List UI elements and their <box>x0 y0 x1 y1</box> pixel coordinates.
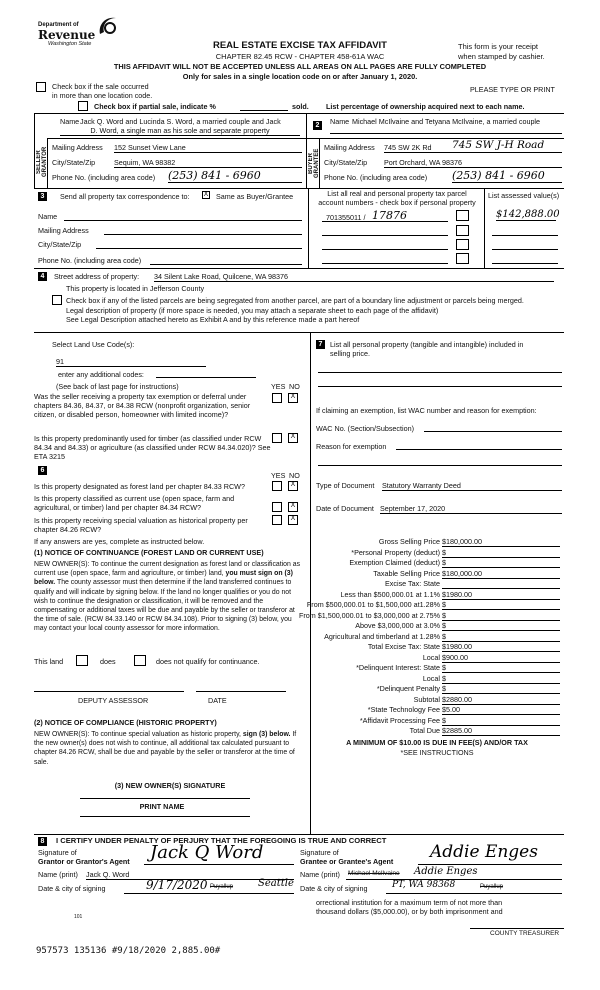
land-does-not-checkbox[interactable] <box>134 655 146 666</box>
sec5-q2-yes-checkbox[interactable] <box>272 433 282 443</box>
tax-row-label: From $500,000.01 to $1,500,000 at1.28% <box>306 600 440 609</box>
deputy-assessor-label: DEPUTY ASSESSOR <box>78 696 149 705</box>
additional-codes-field[interactable] <box>156 377 256 378</box>
tax-row-label: *State Technology Fee <box>367 705 440 714</box>
tax-row-label: Total Excise Tax: State <box>367 642 440 651</box>
assessed-value-hand: $142,888.00 <box>496 209 560 220</box>
notice-compliance-b: If the new owner(s) does not wish to continue, all additional tax calculated pursuant to chapter 84.26 RCW, shall be due and payable by the seller or transferor at the time of sale. <box>34 731 297 766</box>
tax-row-value[interactable]: $ <box>442 632 560 642</box>
partial-sale-checkbox[interactable] <box>78 101 88 111</box>
tax-row-value[interactable]: $ <box>442 684 560 694</box>
partial-sale-percent-field[interactable] <box>240 101 288 111</box>
buyer-mailing-hand: 745 SW J-H Road <box>452 139 545 151</box>
sec6-q1-no-checkbox[interactable]: X <box>288 481 298 491</box>
grantor-date-hand: 9/17/2020 <box>146 878 208 892</box>
buyer-city-label: City/State/Zip <box>324 158 368 167</box>
this-land-label: This land <box>34 657 64 666</box>
certify-statement: I CERTIFY UNDER PENALTY OF PERJURY THAT THE FOREGOING IS TRUE AND CORRECT <box>56 836 387 845</box>
grantee-print-label: Name (print) <box>300 870 340 879</box>
grantor-city-struck: Puyallup <box>210 884 234 890</box>
notice-compliance-a: NEW OWNER(S): To continue special valuation as historic property, <box>34 731 241 738</box>
legal-description-note: Legal description of property (if more space is needed, you may attach a separate sheet to each page of the affidavit) <box>66 306 439 315</box>
tax-row <box>312 590 562 601</box>
land-does-label: does <box>100 657 116 666</box>
tax-row <box>312 663 562 674</box>
grantor-signature[interactable]: Jack Q Word <box>150 842 264 863</box>
street-label: Street address of property: <box>54 272 140 281</box>
buyer-mailing-label: Mailing Address <box>324 143 375 152</box>
tax-row-label: Subtotal <box>413 694 440 704</box>
tax-row-value[interactable]: $2885.00 <box>442 726 560 736</box>
land-does-not-label: does not qualify for continuance. <box>156 657 260 666</box>
grantor-city-hand: Seattle <box>258 878 294 889</box>
ownership-list-label: List percentage of ownership acquired next to each name. <box>326 102 525 111</box>
deputy-date-label: DATE <box>208 696 227 705</box>
assessed-header: List assessed value(s) <box>488 191 560 200</box>
sec3-name-field[interactable] <box>64 220 302 221</box>
grantor-print-label: Name (print) <box>38 870 78 879</box>
parcel-header-1: List all real and personal property tax parcel <box>327 189 467 198</box>
print-name-label: PRINT NAME <box>139 802 185 811</box>
print-note: PLEASE TYPE OR PRINT <box>470 85 555 94</box>
sec3-phone-field[interactable] <box>150 264 302 265</box>
section-6-badge: 6 <box>38 466 47 475</box>
tax-row-label: Taxable Selling Price <box>373 568 440 578</box>
tax-row-label: *Affidavit Processing Fee <box>359 715 440 725</box>
sec3-city-label: City/State/Zip <box>38 240 82 249</box>
tax-row-value[interactable]: $5.00 <box>442 705 560 715</box>
tax-row <box>312 632 562 643</box>
dor-logo <box>38 14 118 48</box>
doc-date-label: Date of Document <box>316 504 374 513</box>
multi-location-label-2: in more than one location code. <box>52 91 153 100</box>
land-use-code: 91 <box>56 357 206 367</box>
warning-all-pages: THIS AFFIDAVIT WILL NOT BE ACCEPTED UNLESS ALL AREAS ON ALL PAGES ARE FULLY COMPLETED <box>113 62 487 71</box>
tax-row-value[interactable]: $180,000.00 <box>442 569 560 579</box>
seller-name-2: D. Word, a single man as his sole and separate property <box>60 126 300 136</box>
tax-row <box>312 537 562 548</box>
tax-table <box>298 537 562 737</box>
multi-location-label-1: Check box if the sale occurred <box>52 82 149 91</box>
new-owner-signature-label: (3) NEW OWNER(S) SIGNATURE <box>114 781 226 790</box>
sec5-q2-no-checkbox[interactable]: X <box>288 433 298 443</box>
tax-row <box>306 600 562 611</box>
sec6-q1-yes-checkbox[interactable] <box>272 481 282 491</box>
doc-date: September 17, 2020 <box>380 504 562 514</box>
notice-continuance-body <box>34 560 306 634</box>
grantor-sig-label-2: Grantor or Grantor's Agent <box>38 857 130 866</box>
wac-field[interactable] <box>424 431 562 432</box>
tax-row-value[interactable]: $ <box>442 674 560 684</box>
buyer-name: Michael McIlvaine and Tetyana McIlvaine, a married couple <box>352 117 541 126</box>
tax-row-label: Exemption Claimed (deduct) <box>349 558 440 567</box>
tax-row-label: *Delinquent Interest: State <box>356 663 440 672</box>
section-4-badge: 4 <box>38 272 47 281</box>
grantee-print-struck: Michael McIlvaine <box>348 870 400 877</box>
same-as-buyer-checkbox[interactable]: X <box>203 191 209 198</box>
seller-phone-label: Phone No. (including area code) <box>52 173 156 182</box>
tax-row-label: Above $3,000,000 at 3.0% <box>355 621 440 630</box>
if-yes-note: If any answers are yes, complete as instructed below. <box>34 537 205 546</box>
county-line: This property is located in Jefferson County <box>66 284 205 293</box>
parcel-number-typed: 701355011 / <box>326 213 366 222</box>
grantee-date-label: Date & city of signing <box>300 884 368 893</box>
logo-name-text: Revenue <box>38 28 96 42</box>
parcel-header-2: account numbers - check box if personal property <box>318 198 476 207</box>
tax-row <box>312 726 562 737</box>
section-8-badge: 8 <box>38 837 47 846</box>
logo-dept-text: Department of <box>38 22 79 28</box>
county-treasurer-label: COUNTY TREASURER <box>490 930 560 937</box>
grantor-date-label: Date & city of signing <box>38 884 106 893</box>
reason-label: Reason for exemption <box>316 442 387 451</box>
buyer-name-label: Name <box>330 117 350 126</box>
section-7-badge: 7 <box>316 340 325 349</box>
segregation-note: Check box if any of the listed parcels are being segregated from another parcel, are part of a boundary line adjustment or parcels being merged. <box>66 296 524 305</box>
parcel-2-personal-checkbox[interactable] <box>456 225 469 236</box>
tax-see-instructions: *SEE INSTRUCTIONS <box>400 748 474 757</box>
notice-continuance-title: (1) NOTICE OF CONTINUANCE (FOREST LAND OR CURRENT USE) <box>34 548 264 557</box>
grantor-sig-label-1: Signature of <box>38 848 77 857</box>
sec5-no-header: NO <box>289 382 300 391</box>
doc-type-label: Type of Document <box>316 481 375 490</box>
tax-row-value[interactable]: $ <box>442 663 560 673</box>
notice-continuance-a: NEW OWNER(S): To continue the current designation as forest land or classification as current use (open space, farm and agriculture, or timber) land, <box>34 561 301 578</box>
buyer-phone: (253) 841 - 6960 <box>452 169 562 183</box>
tax-row <box>312 579 562 590</box>
tax-row-value[interactable]: $ <box>442 548 560 558</box>
tax-row <box>312 695 562 706</box>
partial-sale-sold: sold. <box>292 102 309 111</box>
sec6-q3: Is this property receiving special valuation as historical property per chapter 84.26 RCW? <box>34 516 248 534</box>
grantee-sig-label-1: Signature of <box>300 848 339 857</box>
notice-continuance-bold: you must sign on (3) below. <box>34 570 293 587</box>
personal-property-field[interactable] <box>318 372 562 373</box>
buyer-city: Port Orchard, WA 98376 <box>384 158 562 168</box>
parcel-3-personal-checkbox[interactable] <box>456 239 469 250</box>
tax-row <box>312 558 562 569</box>
tax-row-label: Local <box>422 652 440 662</box>
notice-compliance-body <box>34 730 306 767</box>
personal-property-label-2: selling price. <box>330 349 370 358</box>
perjury-note-1: orrectional institution for a maximum term of not more than <box>316 898 503 907</box>
seller-mailing-label: Mailing Address <box>52 143 103 152</box>
seller-name-label: Name <box>60 117 80 126</box>
logo-swoosh-icon <box>96 14 118 40</box>
parcel-4-personal-checkbox[interactable] <box>456 253 469 264</box>
sec5-q1: Was the seller receiving a property tax exemption or deferral under chapters 84.36, 84.37, or 84.38 RCW (nonprofit organization, senior citizen, or disabled person, homeowner with limited income)? <box>34 392 251 419</box>
buyer-phone-label: Phone No. (including area code) <box>324 173 428 182</box>
tax-row-label: *Delinquent Penalty <box>376 684 440 693</box>
street-address: 34 Silent Lake Road, Quilcene, WA 98376 <box>154 272 554 282</box>
tax-row-value[interactable]: $900.00 <box>442 653 560 663</box>
seller-phone: (253) 841 - 6960 <box>168 169 302 183</box>
print-name-line[interactable] <box>80 816 250 817</box>
notice-continuance-b: The county assessor must then determine if the land transferred continues to qualify and will indicate by signing below. If the land no longer qualifies or you do not wish to continue the designation or classification, it will be removed and the compensating or additional taxes will be due and payable by the seller or transferor at the time of sale. (RCW 84.33.140 or RCW 84.34.108). Prior to signing (3) below, you may contact your local county assessor for more information. <box>34 579 295 633</box>
tax-minimum-note: A MINIMUM OF $10.00 IS DUE IN FEE(S) AND/OR TAX <box>346 738 528 747</box>
notice-compliance-title: (2) NOTICE OF COMPLIANCE (HISTORIC PROPERTY) <box>34 718 217 727</box>
tax-row <box>312 548 562 559</box>
tax-row <box>312 642 562 653</box>
send-correspondence-label: Send all property tax correspondence to: <box>60 192 190 201</box>
receipt-note-1: This form is your receipt <box>458 42 539 51</box>
grantee-signature[interactable]: Addie Enges <box>430 842 538 862</box>
tax-row-label: Total Due <box>409 726 440 735</box>
grantee-date-hand: PT, WA 98368 <box>392 880 456 890</box>
sec5-q2: Is this property predominantly used for timber (as classified under RCW 84.34 and 84.33) or agriculture (as classified under RCW 84.34.020)? See ETA 3215 <box>34 434 271 461</box>
county-treasurer-line <box>470 928 564 929</box>
parcel-number-hand: 17876 <box>372 209 407 222</box>
tax-row <box>298 610 562 622</box>
wac-label: WAC No. (Section/Subsection) <box>316 424 414 433</box>
sec6-q3-no-checkbox[interactable]: X <box>288 515 298 525</box>
tax-row <box>312 569 562 580</box>
tax-row-value[interactable]: $2880.00 <box>442 695 560 705</box>
tax-row <box>312 674 562 685</box>
tax-row <box>312 716 562 727</box>
sec6-q1: Is this property designated as forest land per chapter 84.33 RCW? <box>34 482 245 491</box>
legal-description-value: See Legal Description attached hereto as Exhibit A and by this reference made a part hereof <box>66 315 360 324</box>
seller-city: Sequim, WA 98382 <box>114 158 302 168</box>
grantee-sig-label-2: Grantee or Grantee's Agent <box>300 857 394 866</box>
tax-row-label: Agricultural and timberland at 1.28% <box>324 631 440 641</box>
footer-stamp: 957573 135136 #9/18/2020 2,885.00# <box>36 946 221 956</box>
form-subtitle: CHAPTER 82.45 RCW - CHAPTER 458-61A WAC <box>215 52 385 61</box>
buyer-mailing-typed: 745 SW 2K Rd <box>384 143 432 152</box>
land-use-label: Select Land Use Code(s): <box>52 340 135 349</box>
sec3-mailing-label: Mailing Address <box>38 226 89 235</box>
sec3-city-field[interactable] <box>96 248 302 249</box>
section-3-badge: 3 <box>38 192 47 201</box>
tax-row-value[interactable]: $ <box>442 558 560 568</box>
logo-state-text: Washington State <box>48 41 92 47</box>
tax-row-label: Local <box>422 673 440 683</box>
tax-row <box>312 705 562 716</box>
receipt-note-2: when stamped by cashier. <box>458 52 545 61</box>
doc-type: Statutory Warranty Deed <box>382 481 562 491</box>
partial-sale-label: Check box if partial sale, indicate % <box>94 102 216 111</box>
segregation-checkbox[interactable] <box>52 295 62 305</box>
tax-row-value[interactable]: $ <box>442 716 560 726</box>
tax-row <box>312 621 562 632</box>
tax-row-label: Excise Tax: State <box>385 579 440 588</box>
reason-field[interactable] <box>396 449 562 450</box>
tax-row-label: From $1,500,000.01 to $3,000,000 at 2.75% <box>298 610 440 620</box>
notice-compliance-bold: sign (3) below. <box>242 731 291 738</box>
sec5-yes-header: YES <box>271 382 286 391</box>
sec3-mailing-field[interactable] <box>104 234 302 235</box>
tax-row-value[interactable] <box>442 579 560 589</box>
land-does-checkbox[interactable] <box>76 655 88 666</box>
warning-single-location: Only for sales in a single location code on or after January 1, 2020. <box>182 72 418 81</box>
parcel-1-personal-checkbox[interactable] <box>456 210 469 221</box>
seller-city-label: City/State/Zip <box>52 158 96 167</box>
tax-row-label: Less than $500,000.01 at 1.1% <box>340 589 440 599</box>
buyer-side-label: BUYER GRANTEE <box>308 148 320 178</box>
same-as-buyer-label: Same as Buyer/Grantee <box>216 192 294 201</box>
grantee-city-struck: Puyallup <box>480 884 504 890</box>
sec6-q2-no-checkbox[interactable]: X <box>288 502 298 512</box>
additional-codes-label: enter any additional codes: <box>58 370 144 379</box>
new-owner-signature-line[interactable] <box>80 798 250 799</box>
sec3-name-label: Name <box>38 212 58 221</box>
perjury-note-2: thousand dollars ($5,000.00), or by both imprisonment and <box>316 907 503 916</box>
tax-row-value[interactable]: $1980.00 <box>442 642 560 652</box>
tax-row-value[interactable]: $180,000.00 <box>442 537 560 547</box>
sec6-q3-yes-checkbox[interactable] <box>272 515 282 525</box>
sec5-q1-no-checkbox[interactable]: X <box>288 393 298 403</box>
grantee-print-hand: Addie Enges <box>414 866 478 877</box>
seller-side-label: SELLER GRANTOR <box>36 146 48 178</box>
tax-row-label: *Personal Property (deduct) <box>351 547 440 557</box>
personal-property-label-1: List all personal property (tangible and intangible) included in <box>330 340 524 349</box>
sec6-q2-yes-checkbox[interactable] <box>272 502 282 512</box>
claim-exemption-label: If claiming an exemption, list WAC number and reason for exemption: <box>316 406 537 415</box>
grantor-print-name: Jack Q. Word <box>86 870 294 880</box>
tax-row-value[interactable]: $ <box>442 621 560 631</box>
seller-name-1: Jack Q. Word and Lucinda S. Word, a married couple and Jack <box>80 117 281 126</box>
see-back-note: (See back of last page for instructions) <box>56 382 179 391</box>
sec3-phone-label: Phone No. (including area code) <box>38 256 142 265</box>
section-2-badge: 2 <box>313 121 322 130</box>
tax-row-value[interactable]: $1980.00 <box>442 590 560 600</box>
sec6-q2: Is this property classified as current use (open space, farm and agricultural, or timber) land per chapter 84.34 RCW? <box>34 494 235 512</box>
tax-row-value[interactable]: $ <box>442 611 560 621</box>
sec6-no-header: NO <box>289 471 300 480</box>
small-mark: 101 <box>74 914 83 920</box>
tax-row <box>312 653 562 664</box>
multi-location-checkbox[interactable] <box>36 82 46 92</box>
sec5-q1-yes-checkbox[interactable] <box>272 393 282 403</box>
sec6-yes-header: YES <box>271 471 286 480</box>
seller-mailing: 152 Sunset View Lane <box>114 143 302 153</box>
tax-row-label: Gross Selling Price <box>378 537 440 546</box>
deputy-assessor-signature-line[interactable] <box>34 691 184 692</box>
tax-row-value[interactable]: $ <box>442 600 560 610</box>
deputy-date-line[interactable] <box>196 691 286 692</box>
form-title: REAL ESTATE EXCISE TAX AFFIDAVIT <box>212 40 387 51</box>
tax-row <box>312 684 562 695</box>
